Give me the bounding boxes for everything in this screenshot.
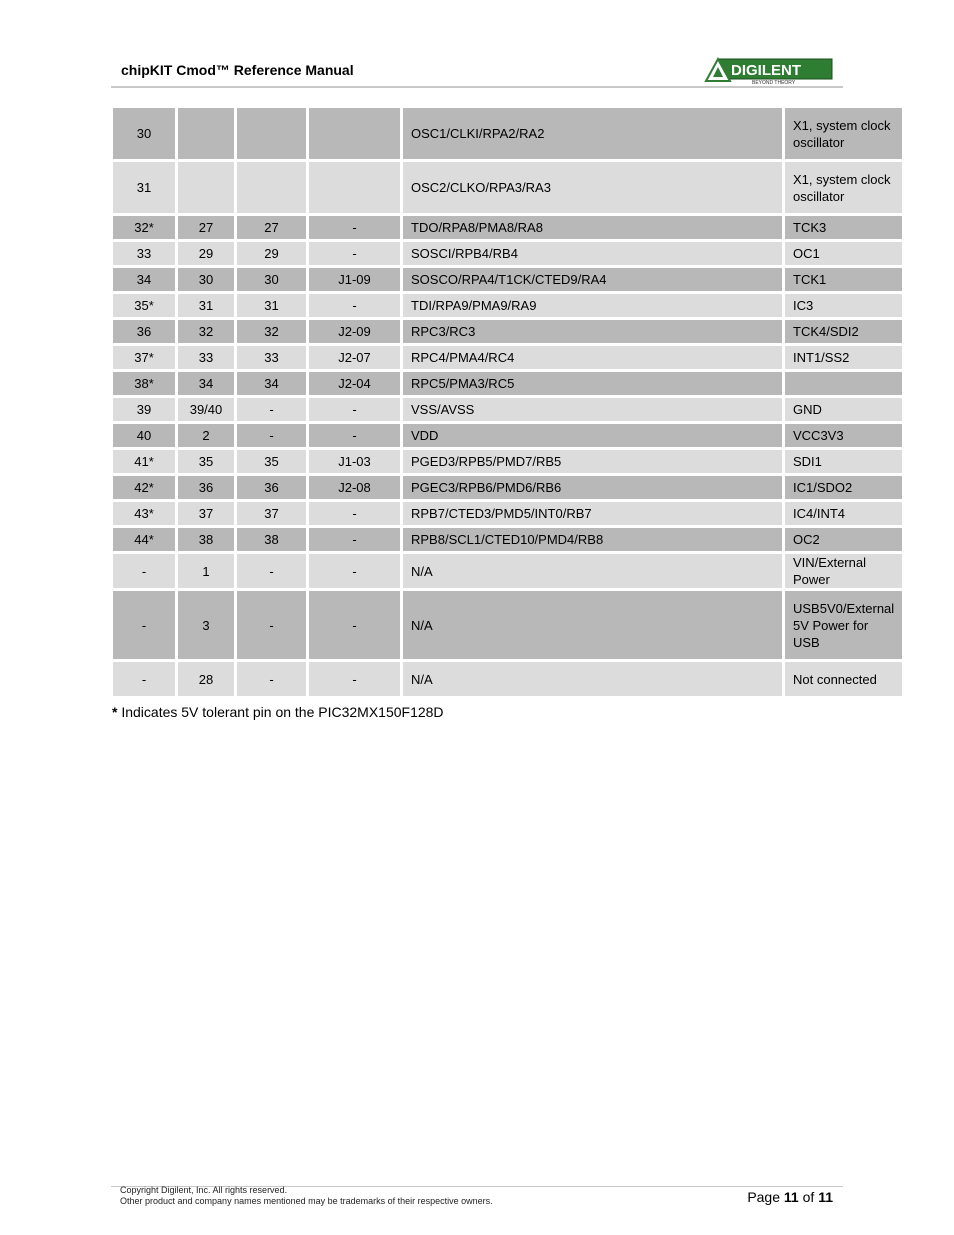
cell-pic32-signal: OSC2/CLKO/RPA3/RA3 — [403, 162, 782, 213]
table-row — [113, 591, 902, 659]
page-total: 11 — [818, 1189, 833, 1205]
digilent-logo — [704, 57, 834, 85]
cell-function: IC3 — [785, 294, 902, 317]
cell-function — [785, 372, 902, 395]
table-row — [113, 502, 902, 525]
cell-connector — [309, 108, 400, 159]
cell-pic32-signal: TDO/RPA8/PMA8/RA8 — [403, 216, 782, 239]
cell-pin-number: 33 — [113, 242, 175, 265]
cell-connector: J2-08 — [309, 476, 400, 499]
trademark-notice: Other product and company names mentioned may be trademarks of their respective owners. — [120, 1196, 493, 1206]
cell-pic32-signal: RPB7/CTED3/PMD5/INT0/RB7 — [403, 502, 782, 525]
table-row — [113, 528, 902, 551]
cell-pin-number: 34 — [113, 268, 175, 291]
cell-pic-pin: 30 — [237, 268, 306, 291]
cell-function: IC4/INT4 — [785, 502, 902, 525]
cell-function: X1, system clock oscillator — [785, 162, 902, 213]
cell-dip-pin: 27 — [178, 216, 234, 239]
cell-pin-number: - — [113, 554, 175, 588]
cell-pic-pin: 36 — [237, 476, 306, 499]
cell-function: OC2 — [785, 528, 902, 551]
cell-dip-pin: 38 — [178, 528, 234, 551]
table-row — [113, 268, 902, 291]
cell-pin-number: 32* — [113, 216, 175, 239]
cell-function: VIN/External Power — [785, 554, 902, 588]
cell-pic-pin: 37 — [237, 502, 306, 525]
cell-pin-number: - — [113, 591, 175, 659]
table-row — [113, 662, 902, 696]
cell-connector: J2-04 — [309, 372, 400, 395]
cell-connector: - — [309, 398, 400, 421]
cell-connector: - — [309, 554, 400, 588]
cell-pin-number: 40 — [113, 424, 175, 447]
cell-pic-pin: - — [237, 554, 306, 588]
cell-pic32-signal: N/A — [403, 662, 782, 696]
cell-dip-pin: 34 — [178, 372, 234, 395]
cell-pic-pin — [237, 108, 306, 159]
cell-connector — [309, 162, 400, 213]
cell-function: Not connected — [785, 662, 902, 696]
cell-pin-number: 30 — [113, 108, 175, 159]
cell-function: USB5V0/External 5V Power for USB — [785, 591, 902, 659]
cell-connector: - — [309, 528, 400, 551]
table-row — [113, 294, 902, 317]
cell-connector: - — [309, 294, 400, 317]
table-row — [113, 108, 902, 159]
cell-pic32-signal: RPB8/SCL1/CTED10/PMD4/RB8 — [403, 528, 782, 551]
cell-function: SDI1 — [785, 450, 902, 473]
cell-dip-pin: 32 — [178, 320, 234, 343]
cell-pic-pin: 31 — [237, 294, 306, 317]
table-row — [113, 476, 902, 499]
cell-dip-pin: 36 — [178, 476, 234, 499]
cell-pic-pin: 38 — [237, 528, 306, 551]
logo-tagline: BEYOND THEORY — [752, 80, 796, 85]
cell-dip-pin: 31 — [178, 294, 234, 317]
cell-function: IC1/SDO2 — [785, 476, 902, 499]
table-row — [113, 320, 902, 343]
logo-wordmark: DIGILENT — [731, 62, 801, 79]
cell-pic32-signal: PGEC3/RPB6/PMD6/RB6 — [403, 476, 782, 499]
table-row — [113, 372, 902, 395]
table-row — [113, 346, 902, 369]
cell-dip-pin: 39/40 — [178, 398, 234, 421]
cell-dip-pin: 30 — [178, 268, 234, 291]
cell-pic-pin: 27 — [237, 216, 306, 239]
footnote-marker: * — [112, 704, 118, 720]
cell-pin-number: 44* — [113, 528, 175, 551]
cell-pic-pin: 29 — [237, 242, 306, 265]
cell-pin-number: 41* — [113, 450, 175, 473]
cell-dip-pin: 35 — [178, 450, 234, 473]
cell-pic-pin: 34 — [237, 372, 306, 395]
cell-pic32-signal: VDD — [403, 424, 782, 447]
cell-function: TCK1 — [785, 268, 902, 291]
cell-pic-pin: - — [237, 591, 306, 659]
cell-pic32-signal: N/A — [403, 554, 782, 588]
cell-pic32-signal: RPC3/RC3 — [403, 320, 782, 343]
cell-pin-number: 38* — [113, 372, 175, 395]
page-number — [747, 1189, 833, 1205]
cell-dip-pin: 1 — [178, 554, 234, 588]
cell-connector: J2-07 — [309, 346, 400, 369]
cell-pin-number: 31 — [113, 162, 175, 213]
cell-function: OC1 — [785, 242, 902, 265]
cell-function: VCC3V3 — [785, 424, 902, 447]
cell-pic32-signal: TDI/RPA9/PMA9/RA9 — [403, 294, 782, 317]
cell-pic-pin: 32 — [237, 320, 306, 343]
table-row — [113, 242, 902, 265]
cell-dip-pin: 28 — [178, 662, 234, 696]
cell-pic-pin: 35 — [237, 450, 306, 473]
cell-pic-pin — [237, 162, 306, 213]
table-row — [113, 450, 902, 473]
cell-connector: - — [309, 662, 400, 696]
table-row — [113, 554, 902, 588]
cell-connector: - — [309, 502, 400, 525]
cell-pic-pin: - — [237, 398, 306, 421]
cell-dip-pin: 3 — [178, 591, 234, 659]
table-row — [113, 424, 902, 447]
pin-table — [110, 105, 905, 699]
cell-connector: - — [309, 216, 400, 239]
cell-connector: J1-09 — [309, 268, 400, 291]
cell-pic32-signal: RPC4/PMA4/RC4 — [403, 346, 782, 369]
cell-function: TCK4/SDI2 — [785, 320, 902, 343]
cell-dip-pin: 33 — [178, 346, 234, 369]
cell-pic32-signal: OSC1/CLKI/RPA2/RA2 — [403, 108, 782, 159]
cell-pin-number: 37* — [113, 346, 175, 369]
cell-connector: - — [309, 424, 400, 447]
cell-connector: - — [309, 242, 400, 265]
cell-pin-number: 39 — [113, 398, 175, 421]
cell-connector: - — [309, 591, 400, 659]
footnote-text: Indicates 5V tolerant pin on the PIC32MX150F128D — [117, 704, 444, 720]
cell-pic-pin: - — [237, 424, 306, 447]
cell-dip-pin — [178, 108, 234, 159]
header-divider — [111, 86, 843, 88]
cell-pic32-signal: SOSCI/RPB4/RB4 — [403, 242, 782, 265]
cell-dip-pin: 2 — [178, 424, 234, 447]
cell-pin-number: 43* — [113, 502, 175, 525]
cell-function: INT1/SS2 — [785, 346, 902, 369]
cell-pic32-signal: PGED3/RPB5/PMD7/RB5 — [403, 450, 782, 473]
cell-connector: J2-09 — [309, 320, 400, 343]
cell-function: GND — [785, 398, 902, 421]
cell-pic-pin: 33 — [237, 346, 306, 369]
cell-pin-number: - — [113, 662, 175, 696]
cell-pin-number: 36 — [113, 320, 175, 343]
cell-dip-pin: 37 — [178, 502, 234, 525]
document-title: chipKIT Cmod™ Reference Manual — [121, 62, 354, 78]
footnote — [112, 704, 444, 720]
cell-function: X1, system clock oscillator — [785, 108, 902, 159]
table-row — [113, 398, 902, 421]
cell-pin-number: 42* — [113, 476, 175, 499]
page-of: of — [798, 1189, 819, 1205]
cell-function: TCK3 — [785, 216, 902, 239]
cell-pic32-signal: SOSCO/RPA4/T1CK/CTED9/RA4 — [403, 268, 782, 291]
cell-pin-number: 35* — [113, 294, 175, 317]
cell-dip-pin: 29 — [178, 242, 234, 265]
page-current: 11 — [783, 1189, 799, 1205]
cell-pic32-signal: N/A — [403, 591, 782, 659]
cell-pic-pin: - — [237, 662, 306, 696]
cell-pic32-signal: RPC5/PMA3/RC5 — [403, 372, 782, 395]
cell-connector: J1-03 — [309, 450, 400, 473]
cell-dip-pin — [178, 162, 234, 213]
page-prefix: Page — [747, 1189, 784, 1205]
copyright-notice: Copyright Digilent, Inc. All rights reserved. — [120, 1185, 288, 1195]
table-row — [113, 216, 902, 239]
cell-pic32-signal: VSS/AVSS — [403, 398, 782, 421]
table-row — [113, 162, 902, 213]
